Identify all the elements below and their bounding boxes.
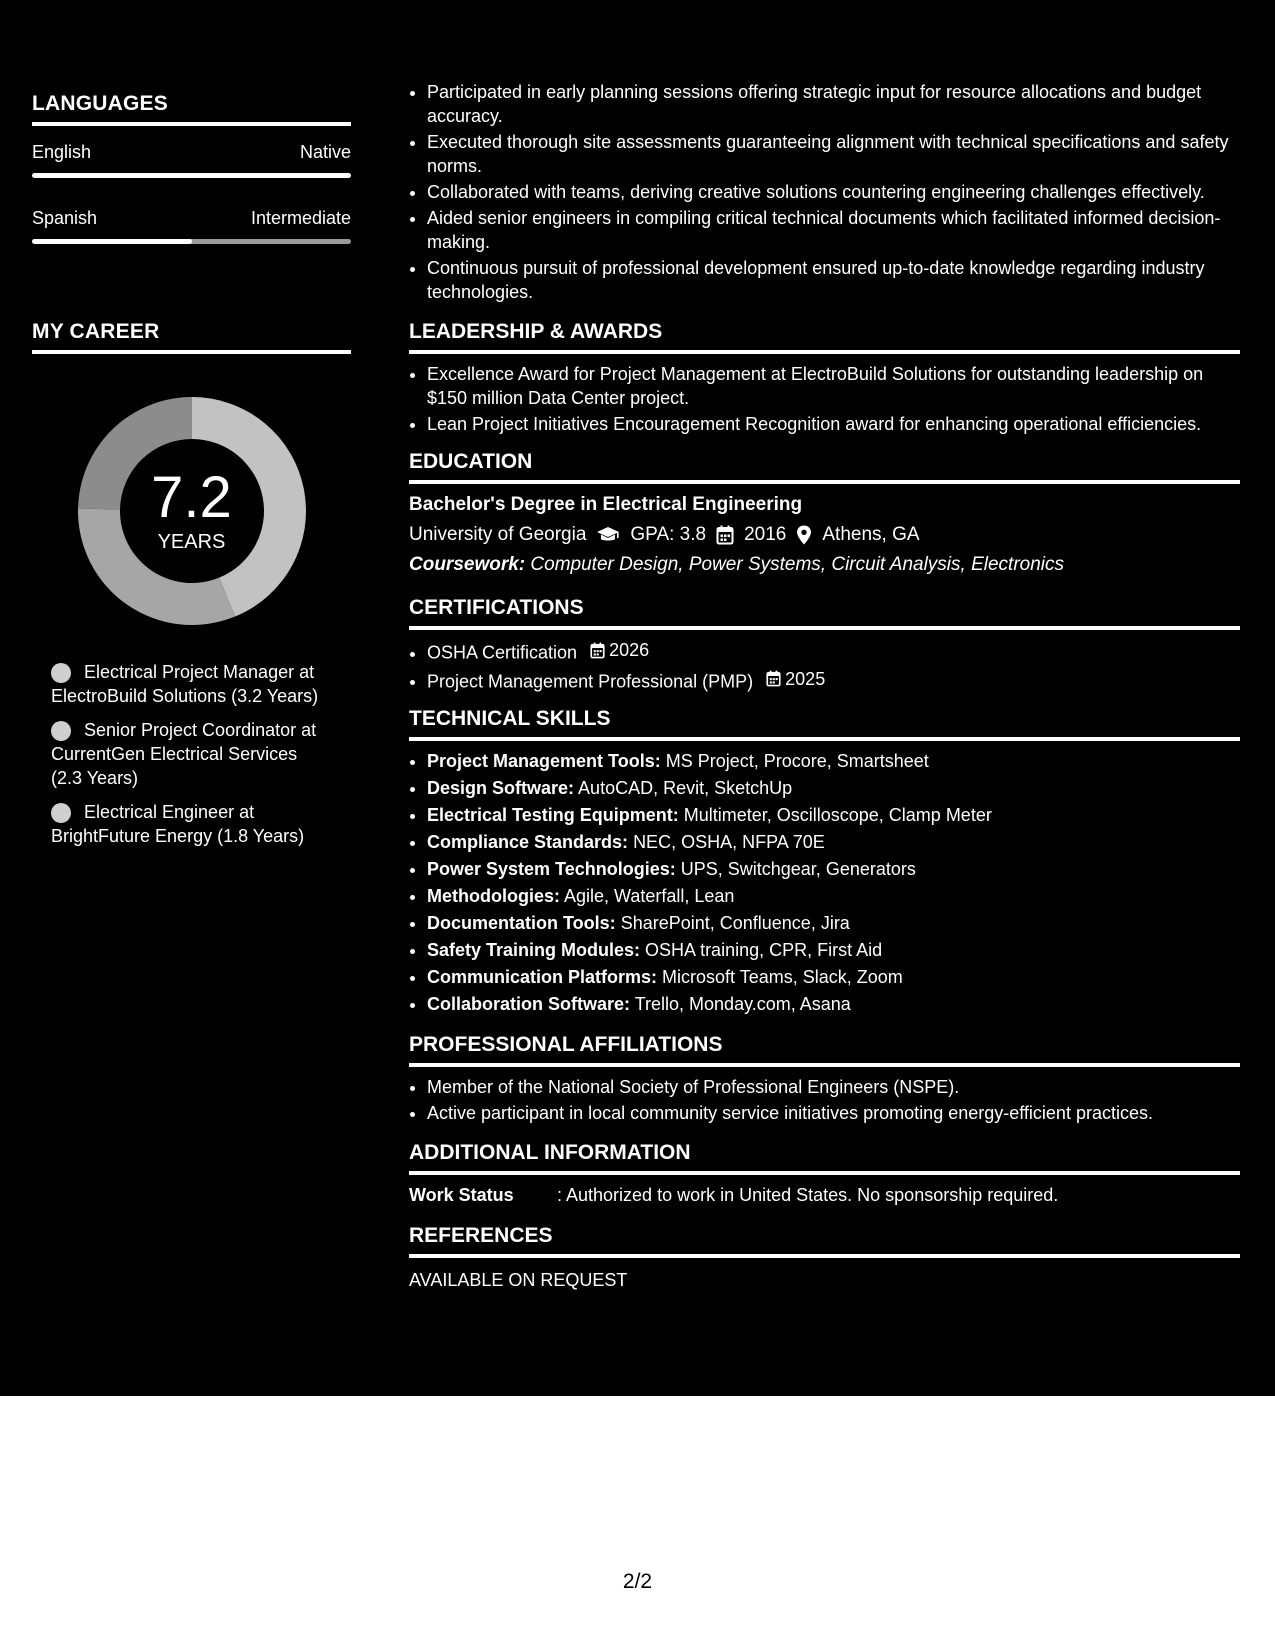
skill-label: Documentation Tools: bbox=[427, 913, 616, 933]
experience-bullet: • Continuous pursuit of professional development ensured up-to-date knowledge regarding industry technologies. bbox=[427, 256, 1240, 304]
location-pin-icon bbox=[796, 525, 812, 545]
skill-value: Agile, Waterfall, Lean bbox=[564, 886, 735, 906]
language-item bbox=[32, 208, 351, 244]
language-proficiency-bar bbox=[32, 173, 351, 178]
experience-bullet: • Collaborated with teams, deriving creative solutions countering engineering challenges effectively. bbox=[427, 180, 1240, 204]
affiliation-item: • Active participant in local community service initiatives promoting energy-efficient practices. bbox=[427, 1101, 1240, 1125]
leadership-heading: LEADERSHIP & AWARDS bbox=[409, 320, 1240, 354]
skill-item bbox=[427, 830, 1240, 855]
skill-item bbox=[427, 776, 1240, 801]
skill-item bbox=[427, 992, 1240, 1017]
leadership-list bbox=[409, 362, 1240, 436]
language-proficiency-fill bbox=[32, 173, 351, 178]
certification-name: Project Management Professional (PMP) bbox=[427, 671, 754, 691]
skill-item bbox=[427, 803, 1240, 828]
education-school: University of Georgia bbox=[409, 524, 587, 545]
experience-bullet: • Executed thorough site assessments guaranteeing alignment with technical specifications and safety norms. bbox=[427, 130, 1240, 178]
work-status-row bbox=[409, 1185, 1240, 1206]
career-section bbox=[32, 320, 351, 858]
education-heading: EDUCATION bbox=[409, 450, 1240, 484]
skill-label: Collaboration Software: bbox=[427, 994, 631, 1014]
references-text: AVAILABLE ON REQUEST bbox=[409, 1270, 628, 1290]
career-item bbox=[51, 718, 331, 790]
coursework-label: Coursework: bbox=[409, 554, 526, 575]
skill-label: Methodologies: bbox=[427, 886, 560, 906]
skill-item bbox=[427, 749, 1240, 774]
certifications-section bbox=[409, 596, 1240, 693]
skill-label: Electrical Testing Equipment: bbox=[427, 805, 679, 825]
career-heading: MY CAREER bbox=[32, 320, 351, 354]
language-row bbox=[32, 142, 351, 163]
additional-info-section bbox=[409, 1141, 1240, 1206]
career-item-text: Senior Project Coordinator at CurrentGen Electrical Services (2.3 Years) bbox=[51, 720, 317, 788]
certification-name: OSHA Certification bbox=[427, 642, 578, 663]
affiliations-list bbox=[409, 1075, 1240, 1125]
certification-year: 2025 bbox=[785, 668, 826, 689]
career-item bbox=[51, 800, 331, 848]
work-status-label: Work Status bbox=[409, 1185, 514, 1205]
career-item-text: Electrical Project Manager at ElectroBuild Solutions (3.2 Years) bbox=[51, 662, 319, 706]
skill-item bbox=[427, 884, 1240, 909]
education-gpa: GPA: 3.8 bbox=[630, 524, 707, 545]
affiliations-heading: PROFESSIONAL AFFILIATIONS bbox=[409, 1033, 1240, 1067]
education-location: Athens, GA bbox=[822, 524, 920, 545]
skills-section bbox=[409, 707, 1240, 1017]
language-name: Spanish bbox=[32, 208, 98, 228]
affiliation-item: • Member of the National Society of Professional Engineers (NSPE). bbox=[427, 1075, 1240, 1099]
language-name: English bbox=[32, 142, 92, 162]
skill-item bbox=[427, 911, 1240, 936]
calendar-icon bbox=[716, 525, 734, 545]
leadership-item: • Excellence Award for Project Management at ElectroBuild Solutions for outstanding leadership on $150 million Data Center project. bbox=[427, 362, 1240, 410]
skill-item bbox=[427, 938, 1240, 963]
career-list bbox=[32, 660, 351, 848]
skill-value: AutoCAD, Revit, SketchUp bbox=[578, 778, 793, 798]
language-row bbox=[32, 208, 351, 229]
skill-label: Compliance Standards: bbox=[427, 832, 629, 852]
references-section bbox=[409, 1224, 1240, 1291]
education-coursework bbox=[409, 554, 1240, 576]
languages-section bbox=[32, 92, 351, 244]
calendar-icon bbox=[590, 642, 605, 659]
certification-item bbox=[427, 667, 1240, 694]
additional-info-heading: ADDITIONAL INFORMATION bbox=[409, 1141, 1240, 1175]
language-proficiency-fill bbox=[32, 239, 192, 244]
skill-label: Power System Technologies: bbox=[427, 859, 676, 879]
references-heading: REFERENCES bbox=[409, 1224, 1240, 1258]
career-dot-icon bbox=[51, 721, 71, 741]
skill-value: MS Project, Procore, Smartsheet bbox=[665, 751, 929, 771]
language-item bbox=[32, 142, 351, 178]
certification-date bbox=[590, 638, 649, 662]
skill-label: Communication Platforms: bbox=[427, 967, 658, 987]
education-year: 2016 bbox=[744, 524, 787, 545]
calendar-icon bbox=[766, 670, 781, 687]
leadership-section bbox=[409, 320, 1240, 436]
languages-heading: LANGUAGES bbox=[32, 92, 351, 126]
experience-bullet: • Participated in early planning sessions offering strategic input for resource allocations and budget accuracy. bbox=[427, 80, 1240, 128]
skill-item bbox=[427, 965, 1240, 990]
skill-label: Safety Training Modules: bbox=[427, 940, 641, 960]
main-inner bbox=[409, 0, 1240, 1291]
sidebar bbox=[0, 0, 380, 1396]
language-proficiency-bar bbox=[32, 239, 351, 244]
career-donut-center bbox=[77, 396, 307, 626]
experience-bullet: • Aided senior engineers in compiling critical technical documents which facilitated informed decision-making. bbox=[427, 206, 1240, 254]
main-content bbox=[380, 0, 1275, 1396]
skill-value: UPS, Switchgear, Generators bbox=[680, 859, 916, 879]
career-total-unit: YEARS bbox=[157, 530, 226, 553]
affiliations-section bbox=[409, 1033, 1240, 1125]
education-section bbox=[409, 450, 1240, 576]
certifications-heading: CERTIFICATIONS bbox=[409, 596, 1240, 630]
language-level: Native bbox=[299, 142, 351, 162]
certification-year: 2026 bbox=[609, 640, 650, 660]
career-dot-icon bbox=[51, 663, 71, 683]
page-number: 2/2 bbox=[622, 1570, 653, 1593]
education-details bbox=[409, 524, 1240, 546]
skill-value: Trello, Monday.com, Asana bbox=[634, 994, 851, 1014]
coursework-text: Computer Design, Power Systems, Circuit Analysis, Electronics bbox=[530, 554, 1064, 575]
career-total-value: 7.2 bbox=[151, 464, 232, 530]
skill-item bbox=[427, 857, 1240, 882]
experience-bullets bbox=[409, 80, 1240, 304]
career-donut-chart bbox=[77, 396, 307, 626]
skill-value: OSHA training, CPR, First Aid bbox=[645, 940, 883, 960]
certification-item bbox=[427, 638, 1240, 665]
career-item-text: Electrical Engineer at BrightFuture Energy (1.8 Years) bbox=[51, 802, 305, 846]
career-item bbox=[51, 660, 331, 708]
language-level: Intermediate bbox=[250, 208, 351, 228]
skill-label: Project Management Tools: bbox=[427, 751, 661, 771]
skill-value: NEC, OSHA, NFPA 70E bbox=[633, 832, 825, 852]
leadership-item: • Lean Project Initiatives Encouragement Recognition award for enhancing operational efficiencies. bbox=[427, 412, 1240, 436]
skills-heading: TECHNICAL SKILLS bbox=[409, 707, 1240, 741]
graduation-cap-icon bbox=[596, 526, 620, 544]
skill-value: SharePoint, Confluence, Jira bbox=[620, 913, 850, 933]
skill-label: Design Software: bbox=[427, 778, 575, 798]
career-dot-icon bbox=[51, 803, 71, 823]
skills-list bbox=[409, 749, 1240, 1017]
work-status-value: : Authorized to work in United States. No sponsorship required. bbox=[557, 1185, 1059, 1205]
skill-value: Microsoft Teams, Slack, Zoom bbox=[662, 967, 903, 987]
education-degree: Bachelor's Degree in Electrical Engineering bbox=[409, 494, 803, 515]
certifications-list bbox=[409, 638, 1240, 693]
certification-date bbox=[766, 667, 825, 691]
skill-value: Multimeter, Oscilloscope, Clamp Meter bbox=[683, 805, 992, 825]
